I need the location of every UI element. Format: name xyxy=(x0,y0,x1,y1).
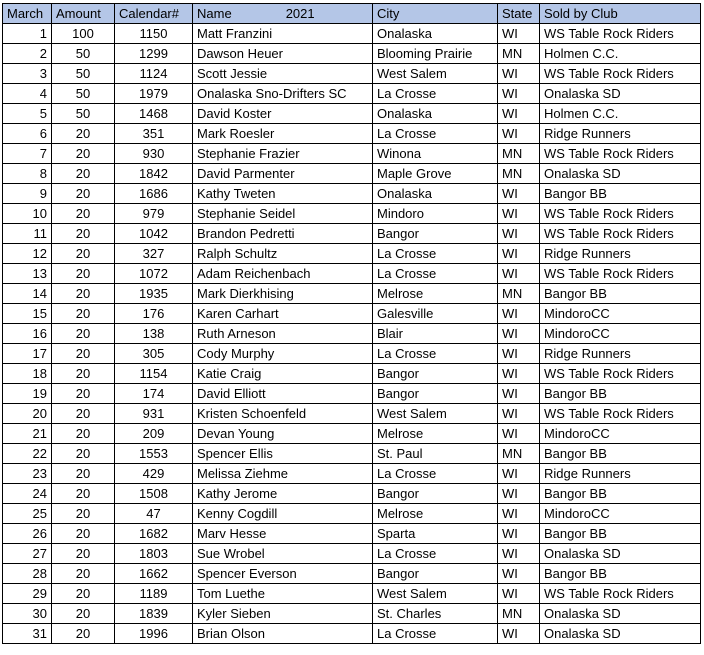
cell-city: Melrose xyxy=(373,504,498,524)
cell-name: Dawson Heuer xyxy=(193,44,373,64)
cell-club: MindoroCC xyxy=(540,324,701,344)
table-row xyxy=(3,584,701,604)
cell-name: David Parmenter xyxy=(193,164,373,184)
cell-calendar: 1839 xyxy=(115,604,193,624)
cell-calendar: 1935 xyxy=(115,284,193,304)
cell-name: Marv Hesse xyxy=(193,524,373,544)
header-calendar: Calendar# xyxy=(115,4,193,24)
cell-amount: 20 xyxy=(52,564,115,584)
cell-city: Blooming Prairie xyxy=(373,44,498,64)
cell-calendar: 1124 xyxy=(115,64,193,84)
header-name xyxy=(193,4,373,24)
cell-state: WI xyxy=(498,204,540,224)
cell-march: 5 xyxy=(3,104,52,124)
cell-club: WS Table Rock Riders xyxy=(540,144,701,164)
cell-city: St. Paul xyxy=(373,444,498,464)
table-row xyxy=(3,204,701,224)
cell-state: WI xyxy=(498,244,540,264)
table-row xyxy=(3,624,701,644)
cell-name: Spencer Ellis xyxy=(193,444,373,464)
cell-city: Bangor xyxy=(373,364,498,384)
cell-march: 29 xyxy=(3,584,52,604)
header-club: Sold by Club xyxy=(540,4,701,24)
cell-name: Ruth Arneson xyxy=(193,324,373,344)
cell-calendar: 1662 xyxy=(115,564,193,584)
cell-calendar: 327 xyxy=(115,244,193,264)
cell-state: WI xyxy=(498,624,540,644)
cell-calendar: 209 xyxy=(115,424,193,444)
cell-march: 8 xyxy=(3,164,52,184)
cell-calendar: 1042 xyxy=(115,224,193,244)
cell-march: 19 xyxy=(3,384,52,404)
cell-state: MN xyxy=(498,284,540,304)
cell-club: Onalaska SD xyxy=(540,624,701,644)
cell-name: Brandon Pedretti xyxy=(193,224,373,244)
cell-name: Kenny Cogdill xyxy=(193,504,373,524)
cell-march: 1 xyxy=(3,24,52,44)
cell-city: Melrose xyxy=(373,424,498,444)
cell-city: Galesville xyxy=(373,304,498,324)
cell-amount: 20 xyxy=(52,204,115,224)
cell-club: Ridge Runners xyxy=(540,344,701,364)
cell-club: WS Table Rock Riders xyxy=(540,364,701,384)
cell-state: WI xyxy=(498,564,540,584)
cell-city: Onalaska xyxy=(373,24,498,44)
table-row xyxy=(3,564,701,584)
cell-name: Mark Dierkhising xyxy=(193,284,373,304)
cell-amount: 100 xyxy=(52,24,115,44)
cell-amount: 20 xyxy=(52,324,115,344)
cell-amount: 20 xyxy=(52,604,115,624)
cell-city: La Crosse xyxy=(373,464,498,484)
header-row xyxy=(3,4,701,24)
cell-march: 9 xyxy=(3,184,52,204)
cell-march: 16 xyxy=(3,324,52,344)
cell-amount: 20 xyxy=(52,184,115,204)
cell-city: Bangor xyxy=(373,484,498,504)
cell-calendar: 1979 xyxy=(115,84,193,104)
cell-club: Holmen C.C. xyxy=(540,44,701,64)
cell-state: WI xyxy=(498,344,540,364)
cell-club: Bangor BB xyxy=(540,384,701,404)
cell-name: Spencer Everson xyxy=(193,564,373,584)
cell-club: WS Table Rock Riders xyxy=(540,584,701,604)
cell-march: 23 xyxy=(3,464,52,484)
cell-city: West Salem xyxy=(373,404,498,424)
cell-state: WI xyxy=(498,264,540,284)
cell-name: Onalaska Sno-Drifters SC xyxy=(193,84,373,104)
cell-amount: 20 xyxy=(52,444,115,464)
cell-calendar: 1508 xyxy=(115,484,193,504)
cell-calendar: 429 xyxy=(115,464,193,484)
cell-city: La Crosse xyxy=(373,244,498,264)
table-row xyxy=(3,484,701,504)
cell-club: WS Table Rock Riders xyxy=(540,224,701,244)
cell-club: Ridge Runners xyxy=(540,244,701,264)
cell-city: La Crosse xyxy=(373,264,498,284)
table-row xyxy=(3,64,701,84)
cell-march: 20 xyxy=(3,404,52,424)
cell-amount: 20 xyxy=(52,624,115,644)
header-march: March xyxy=(3,4,52,24)
table-row xyxy=(3,244,701,264)
cell-amount: 20 xyxy=(52,364,115,384)
cell-name: Mark Roesler xyxy=(193,124,373,144)
cell-march: 17 xyxy=(3,344,52,364)
cell-calendar: 174 xyxy=(115,384,193,404)
cell-club: Bangor BB xyxy=(540,564,701,584)
cell-amount: 20 xyxy=(52,244,115,264)
cell-state: WI xyxy=(498,84,540,104)
cell-state: WI xyxy=(498,104,540,124)
cell-club: MindoroCC xyxy=(540,304,701,324)
table-row xyxy=(3,184,701,204)
cell-city: Melrose xyxy=(373,284,498,304)
cell-club: WS Table Rock Riders xyxy=(540,264,701,284)
cell-calendar: 1072 xyxy=(115,264,193,284)
cell-club: MindoroCC xyxy=(540,424,701,444)
cell-state: WI xyxy=(498,584,540,604)
cell-name: Matt Franzini xyxy=(193,24,373,44)
cell-name: Stephanie Frazier xyxy=(193,144,373,164)
cell-club: Ridge Runners xyxy=(540,464,701,484)
cell-club: Ridge Runners xyxy=(540,124,701,144)
cell-club: Onalaska SD xyxy=(540,544,701,564)
cell-name: Tom Luethe xyxy=(193,584,373,604)
cell-march: 22 xyxy=(3,444,52,464)
cell-club: MindoroCC xyxy=(540,504,701,524)
cell-state: WI xyxy=(498,224,540,244)
table-row xyxy=(3,404,701,424)
cell-club: WS Table Rock Riders xyxy=(540,404,701,424)
cell-march: 24 xyxy=(3,484,52,504)
table-row xyxy=(3,44,701,64)
table-row xyxy=(3,144,701,164)
table-row xyxy=(3,344,701,364)
cell-amount: 20 xyxy=(52,404,115,424)
cell-amount: 20 xyxy=(52,284,115,304)
cell-state: WI xyxy=(498,544,540,564)
cell-amount: 50 xyxy=(52,84,115,104)
header-name-label: Name xyxy=(197,6,232,21)
cell-city: St. Charles xyxy=(373,604,498,624)
cell-state: WI xyxy=(498,384,540,404)
table-row xyxy=(3,104,701,124)
table-row xyxy=(3,444,701,464)
cell-calendar: 979 xyxy=(115,204,193,224)
cell-name: Devan Young xyxy=(193,424,373,444)
table-row xyxy=(3,124,701,144)
cell-city: Maple Grove xyxy=(373,164,498,184)
table-row xyxy=(3,264,701,284)
cell-amount: 20 xyxy=(52,164,115,184)
table-row xyxy=(3,544,701,564)
cell-calendar: 1154 xyxy=(115,364,193,384)
cell-calendar: 1803 xyxy=(115,544,193,564)
cell-state: WI xyxy=(498,364,540,384)
cell-city: Onalaska xyxy=(373,104,498,124)
cell-calendar: 138 xyxy=(115,324,193,344)
cell-club: Bangor BB xyxy=(540,184,701,204)
cell-amount: 20 xyxy=(52,124,115,144)
cell-club: Holmen C.C. xyxy=(540,104,701,124)
cell-calendar: 176 xyxy=(115,304,193,324)
cell-amount: 20 xyxy=(52,484,115,504)
cell-club: Onalaska SD xyxy=(540,84,701,104)
cell-state: WI xyxy=(498,424,540,444)
cell-name: Ralph Schultz xyxy=(193,244,373,264)
cell-state: WI xyxy=(498,124,540,144)
cell-city: Mindoro xyxy=(373,204,498,224)
cell-calendar: 1842 xyxy=(115,164,193,184)
cell-amount: 20 xyxy=(52,384,115,404)
cell-march: 26 xyxy=(3,524,52,544)
table-row xyxy=(3,424,701,444)
cell-state: WI xyxy=(498,404,540,424)
cell-calendar: 47 xyxy=(115,504,193,524)
cell-club: Bangor BB xyxy=(540,524,701,544)
cell-march: 2 xyxy=(3,44,52,64)
cell-state: WI xyxy=(498,484,540,504)
cell-march: 25 xyxy=(3,504,52,524)
cell-amount: 20 xyxy=(52,144,115,164)
cell-city: Bangor xyxy=(373,224,498,244)
header-state: State xyxy=(498,4,540,24)
cell-amount: 20 xyxy=(52,304,115,324)
cell-march: 18 xyxy=(3,364,52,384)
cell-city: La Crosse xyxy=(373,624,498,644)
cell-city: La Crosse xyxy=(373,84,498,104)
cell-city: Onalaska xyxy=(373,184,498,204)
cell-state: WI xyxy=(498,64,540,84)
table-row xyxy=(3,24,701,44)
cell-club: WS Table Rock Riders xyxy=(540,204,701,224)
cell-march: 12 xyxy=(3,244,52,264)
table-row xyxy=(3,324,701,344)
cell-calendar: 351 xyxy=(115,124,193,144)
cell-calendar: 1686 xyxy=(115,184,193,204)
table-row xyxy=(3,464,701,484)
cell-city: La Crosse xyxy=(373,344,498,364)
cell-march: 21 xyxy=(3,424,52,444)
cell-name: Kyler Sieben xyxy=(193,604,373,624)
cell-city: Bangor xyxy=(373,384,498,404)
cell-calendar: 1299 xyxy=(115,44,193,64)
cell-march: 30 xyxy=(3,604,52,624)
cell-amount: 20 xyxy=(52,424,115,444)
cell-march: 31 xyxy=(3,624,52,644)
table-row xyxy=(3,524,701,544)
cell-name: Kristen Schoenfeld xyxy=(193,404,373,424)
cell-amount: 50 xyxy=(52,64,115,84)
cell-state: MN xyxy=(498,164,540,184)
cell-club: Bangor BB xyxy=(540,484,701,504)
cell-city: Sparta xyxy=(373,524,498,544)
cell-calendar: 931 xyxy=(115,404,193,424)
cell-state: WI xyxy=(498,24,540,44)
cell-calendar: 1468 xyxy=(115,104,193,124)
cell-march: 11 xyxy=(3,224,52,244)
cell-name: Scott Jessie xyxy=(193,64,373,84)
cell-march: 4 xyxy=(3,84,52,104)
cell-city: Bangor xyxy=(373,564,498,584)
table-row xyxy=(3,304,701,324)
winners-table xyxy=(2,3,701,644)
cell-calendar: 1553 xyxy=(115,444,193,464)
cell-amount: 20 xyxy=(52,224,115,244)
cell-amount: 20 xyxy=(52,264,115,284)
table-row xyxy=(3,504,701,524)
cell-march: 10 xyxy=(3,204,52,224)
cell-name: Melissa Ziehme xyxy=(193,464,373,484)
header-city: City xyxy=(373,4,498,24)
cell-amount: 20 xyxy=(52,504,115,524)
table-row xyxy=(3,384,701,404)
cell-city: La Crosse xyxy=(373,124,498,144)
cell-name: David Elliott xyxy=(193,384,373,404)
cell-calendar: 1682 xyxy=(115,524,193,544)
cell-name: David Koster xyxy=(193,104,373,124)
cell-state: MN xyxy=(498,444,540,464)
cell-city: Winona xyxy=(373,144,498,164)
cell-state: WI xyxy=(498,184,540,204)
cell-name: Cody Murphy xyxy=(193,344,373,364)
cell-club: Bangor BB xyxy=(540,444,701,464)
table-row xyxy=(3,224,701,244)
cell-march: 15 xyxy=(3,304,52,324)
cell-name: Katie Craig xyxy=(193,364,373,384)
cell-city: West Salem xyxy=(373,64,498,84)
cell-march: 14 xyxy=(3,284,52,304)
cell-march: 27 xyxy=(3,544,52,564)
cell-march: 28 xyxy=(3,564,52,584)
cell-march: 3 xyxy=(3,64,52,84)
cell-state: MN xyxy=(498,44,540,64)
cell-amount: 20 xyxy=(52,464,115,484)
cell-calendar: 930 xyxy=(115,144,193,164)
cell-amount: 20 xyxy=(52,344,115,364)
cell-calendar: 1150 xyxy=(115,24,193,44)
cell-name: Karen Carhart xyxy=(193,304,373,324)
cell-club: WS Table Rock Riders xyxy=(540,24,701,44)
table-row xyxy=(3,164,701,184)
cell-march: 13 xyxy=(3,264,52,284)
cell-amount: 20 xyxy=(52,524,115,544)
table-row xyxy=(3,284,701,304)
table-body xyxy=(3,24,701,644)
cell-name: Stephanie Seidel xyxy=(193,204,373,224)
cell-state: WI xyxy=(498,304,540,324)
cell-name: Brian Olson xyxy=(193,624,373,644)
cell-calendar: 1996 xyxy=(115,624,193,644)
cell-state: WI xyxy=(498,524,540,544)
cell-calendar: 305 xyxy=(115,344,193,364)
cell-club: Onalaska SD xyxy=(540,164,701,184)
cell-march: 7 xyxy=(3,144,52,164)
cell-amount: 20 xyxy=(52,544,115,564)
cell-club: Bangor BB xyxy=(540,284,701,304)
cell-state: WI xyxy=(498,464,540,484)
cell-calendar: 1189 xyxy=(115,584,193,604)
cell-club: WS Table Rock Riders xyxy=(540,64,701,84)
cell-club: Onalaska SD xyxy=(540,604,701,624)
table-row xyxy=(3,364,701,384)
cell-state: MN xyxy=(498,144,540,164)
cell-march: 6 xyxy=(3,124,52,144)
cell-name: Adam Reichenbach xyxy=(193,264,373,284)
cell-amount: 50 xyxy=(52,44,115,64)
cell-city: West Salem xyxy=(373,584,498,604)
cell-state: WI xyxy=(498,324,540,344)
table-row xyxy=(3,84,701,104)
cell-amount: 50 xyxy=(52,104,115,124)
cell-name: Sue Wrobel xyxy=(193,544,373,564)
cell-state: MN xyxy=(498,604,540,624)
table-row xyxy=(3,604,701,624)
header-amount: Amount xyxy=(52,4,115,24)
cell-city: La Crosse xyxy=(373,544,498,564)
cell-city: Blair xyxy=(373,324,498,344)
header-year: 2021 xyxy=(285,6,315,21)
cell-name: Kathy Jerome xyxy=(193,484,373,504)
cell-name: Kathy Tweten xyxy=(193,184,373,204)
cell-amount: 20 xyxy=(52,584,115,604)
cell-state: WI xyxy=(498,504,540,524)
